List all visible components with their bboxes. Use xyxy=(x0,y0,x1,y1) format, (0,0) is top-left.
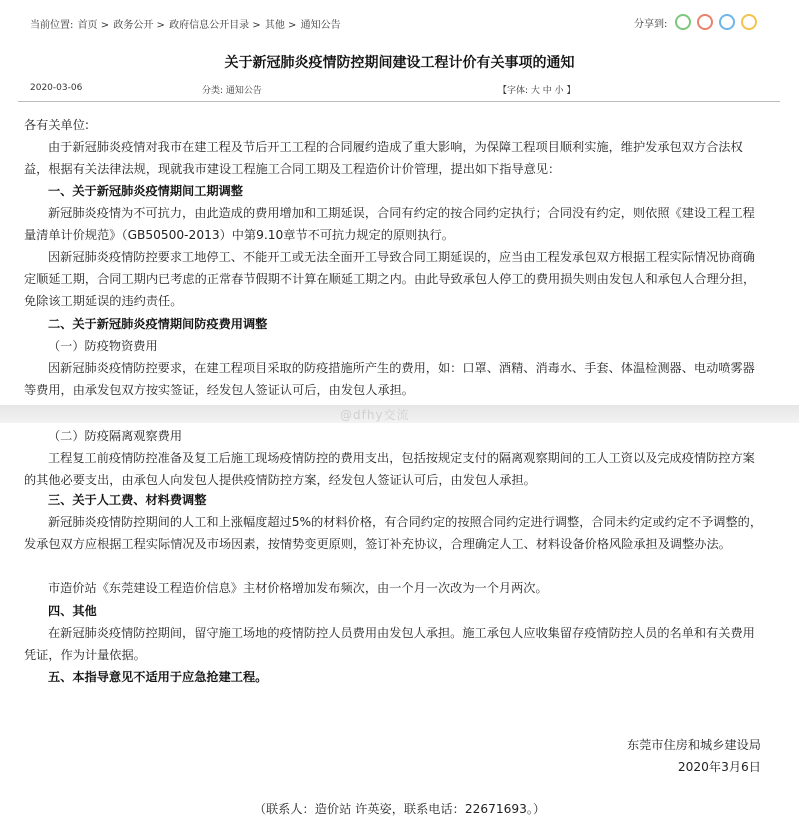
section-1-paragraph-1: 新冠肺炎疫情为不可抗力，由此造成的费用增加和工期延误，合同有约定的按合同约定执行；合同没有约定，则依照《建设工程工程量清单计价规范》（GB50500-2013）中第9.10章节不可抗力规定的原则执行。 xyxy=(24,206,755,242)
share-label: 分享到: xyxy=(634,19,668,30)
section-2-paragraph-1: 因新冠肺炎疫情防控要求，在建工程项目采取的防疫措施所产生的费用，如：口罩、酒精、消毒水、手套、体温检测器、电动喷雾器等费用，由承发包双方按实签证，经发包人签证认可后，由发包人承担。 xyxy=(24,361,755,397)
contact-info: （联系人：造价站 许英姿，联系电话：22671693。） xyxy=(253,802,546,816)
section-2-subheading-1: （一）防疫物资费用 xyxy=(48,339,158,353)
intro-paragraph: 由于新冠肺炎疫情对我市在建工程及节后开工工程的合同履约造成了重大影响，为保障工程项目顺利实施，维护发承包双方合法权益，根据有关法律法规，现就我市建设工程施工合同工期及工程造价计价管理，提出如下指导意见： xyxy=(24,140,743,176)
signature-organization: 东莞市住房和城乡建设局 xyxy=(626,738,761,752)
section-4-heading: 四、其他 xyxy=(48,604,97,618)
section-1-paragraph-2: 因新冠肺炎疫情防控要求工地停工、不能开工或无法全面开工导致合同工期延误的，应当由工程发承包双方根据工程实际情况协商确定顺延工期，合同工期内已考虑的正常春节假期不计算在顺延工期之内。由此导致承包人停工的费用损失则由发包人和承包人合理分担，免除该工期延误的违约责任。 xyxy=(24,250,756,308)
breadcrumb-home[interactable]: 首页 xyxy=(77,20,98,31)
section-4-paragraph-1: 在新冠肺炎疫情防控期间，留守施工场地的疫情防控人员费用由发包人承担。施工承包人应收集留存疫情防控人员的名单和有关费用凭证，作为计量依据。 xyxy=(24,626,755,662)
category-label: 分类: 通知公告 xyxy=(202,86,262,96)
watermark: @dfhy交流 xyxy=(340,408,410,422)
share-wechat-icon[interactable] xyxy=(675,14,691,30)
section-2-subheading-2: （二）防疫隔离观察费用 xyxy=(48,429,183,443)
header-divider xyxy=(18,101,780,102)
section-3-paragraph-2: 市造价站《东莞建设工程造价信息》主材价格增加发布频次，由一个月一次改为一个月两次。 xyxy=(48,581,548,595)
section-3-heading: 三、关于人工费、材料费调整 xyxy=(48,493,207,507)
section-2-paragraph-2: 工程复工前疫情防控准备及复工后施工现场疫情防控的费用支出，包括按规定支付的隔离观察期间的工人工资以及完成疫情防控方案的其他必要支出，由承包人向发包人提供疫情防控方案，经发包人签证认可后，由发包人承担。 xyxy=(24,451,755,487)
signature-date: 2020年3月6日 xyxy=(677,760,761,774)
breadcrumb-other[interactable]: 其他 xyxy=(264,20,285,31)
section-3-paragraph-1: 新冠肺炎疫情防控期间的人工和上涨幅度超过5%的材料价格，有合同约定的按照合同约定进行调整，合同未约定或约定不予调整的，发承包双方应根据工程实际情况及市场因素，按情势变更原则，签订补充协议，合理确定人工、材料设备价格风险承担及调整办法。 xyxy=(24,515,763,551)
breadcrumb-separator: > xyxy=(288,20,297,31)
breadcrumb-label: 当前位置: xyxy=(30,20,74,31)
page-title: 关于新冠肺炎疫情防控期间建设工程计价有关事项的通知 xyxy=(224,55,575,71)
breadcrumb-separator: > xyxy=(156,20,165,31)
breadcrumb-info-catalog[interactable]: 政府信息公开目录 xyxy=(169,20,250,31)
font-size-selector[interactable]: 【字体: 大 中 小 】 xyxy=(498,86,576,96)
breadcrumb-notices[interactable]: 通知公告 xyxy=(300,20,341,31)
breadcrumb-separator: > xyxy=(100,20,110,31)
share-weibo-icon[interactable] xyxy=(697,14,713,30)
share-qq-icon[interactable] xyxy=(719,14,735,30)
section-divider xyxy=(0,405,799,423)
section-2-heading: 二、关于新冠肺炎疫情期间防疫费用调整 xyxy=(48,317,268,331)
section-5-heading: 五、本指导意见不适用于应急抢建工程。 xyxy=(48,670,268,684)
salutation: 各有关单位: xyxy=(24,118,90,132)
section-1-heading: 一、关于新冠肺炎疫情期间工期调整 xyxy=(48,184,243,198)
breadcrumb-government-affairs[interactable]: 政务公开 xyxy=(113,20,154,31)
share-qzone-icon[interactable] xyxy=(741,14,757,30)
publish-date: 2020-03-06 xyxy=(30,83,83,93)
share-bar xyxy=(634,15,757,30)
breadcrumb xyxy=(30,16,341,31)
breadcrumb-separator: > xyxy=(252,20,261,31)
